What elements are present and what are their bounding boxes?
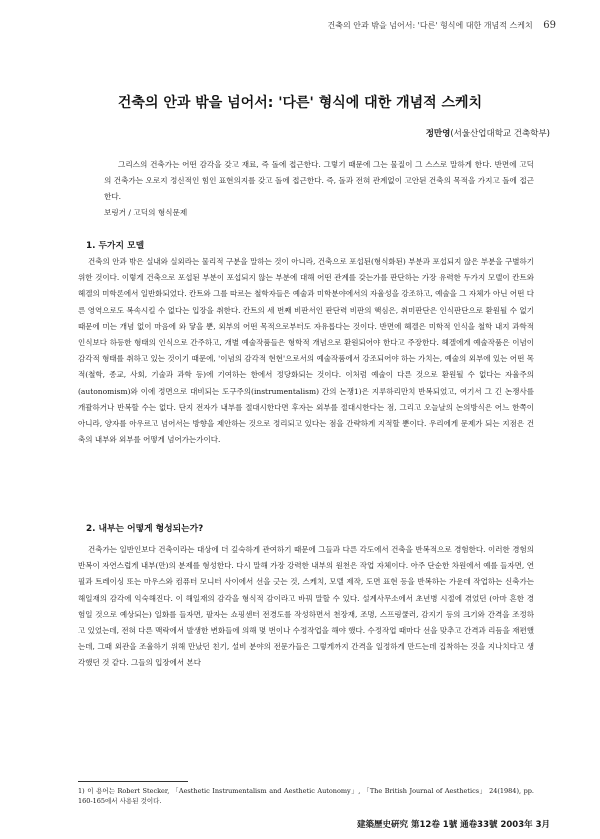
journal-footer: 建築歷史硏究 第12卷 1號 通卷33號 2003年 3月: [357, 820, 550, 830]
keywords: 보링거 / 고딕의 형식문제: [104, 208, 188, 217]
section-body-1: [78, 254, 534, 448]
author-line: [426, 127, 550, 139]
article-title: 건축의 안과 밖을 넘어서: '다른' 형식에 대한 개념적 스케치: [117, 95, 483, 111]
running-header: [328, 20, 556, 31]
section-heading-2: 2. 내부는 어떻게 형성되는가?: [86, 524, 204, 534]
abstract: [104, 157, 534, 205]
author-affiliation: (서울산업대학교 건축학부): [450, 129, 550, 139]
footnote: 1) 이 용어는 Robert Stecker, 「Aesthetic Instrumentalism and Aesthetic Autonomy」, 「The British Journal of Aesthetics」 24(1984), pp. 160-165에서 사용된 것이다.: [78, 787, 534, 805]
footnote-divider: [78, 781, 188, 782]
section-body-2: [78, 542, 534, 672]
author-name: 정만영: [425, 129, 451, 139]
running-title: 건축의 안과 밖을 넘어서: '다른' 형식에 대한 개념적 스케치: [327, 21, 533, 30]
paragraph: 건축가는 일반인보다 건축이라는 대상에 더 깊숙하게 관여하기 때문에 그들과 다른 각도에서 건축을 반복적으로 경험한다. 이러한 경험의 반복이 자연스럽게 내부(만)의 분제를 형성한다. 다시 말해 가장 강력한 내부의 원천은 작업 자체이다. 아주 단순한 차원에서 예를 들자면, 연필과 트레이싱 또는 마우스와 컴퓨터 모니터 사이에서 선을 긋는 것, 스케치, 모델 제작, 도면 표현 등을 반복하는 가운데 작업하는 신축가는 해일재의 감각에 익숙해진다. 이 해일재의 감각을 형식적 감이라고 바꿔 말할 수 있다. 설계사무소에서 초년병 시절에 겪었던 (아마 흔한 경험일 것으로 예상되는) 일화를 들자면, 팔자는 쇼핑센터 전경도를 작성하면서 천장재, 조명, 스프링쿨러, 감지기 등의 크기와 간격을 조정하고 있었는데, 전혀 다른 맥락에서 발생한 변화들에 의해 몇 번이나 수정작업을 해야 했다. 수정작업 때마다 선을 맞추고 간격과 리듬을 재편했는데, 그때 외관을 조율하기 위해 만났던 친기, 설비 분야의 전문가들은 그렇게까지 간격을 일정하게 만드는데 집착하는 것을 지나치다고 생각했던 것 같다. 그들의 입장에서 본다: [78, 545, 534, 668]
page-number: 69: [543, 20, 556, 31]
abstract-text: 그리스의 건축가는 어떤 감각을 갖고 재료, 즉 돌에 접근한다. 그렇기 때문에 그는 물질이 그 스스로 말하게 한다. 반면에 고딕의 건축가는 오로지 정신적인 힘인 표현의지를 갖고 돌에 접근한다. 즉, 돌과 전혀 관계없이 고안된 건축의 목적을 가지고 돌에 접근한다.: [104, 160, 534, 201]
section-heading-1: 1. 두가지 모델: [86, 241, 145, 251]
paragraph: 건축의 안과 밖은 실내와 실외라는 물리적 구분을 말하는 것이 아니라, 건축으로 포섭된(형식화된) 부분과 포섭되지 않은 부분을 구별하기 위한 것이다. 이렇게 건축으로 포섭된 부분이 포섭되지 않는 부분에 대해 어떤 관계를 갖는가를 판단하는 가장 유력한 두가지 모델이 칸트와 헤겔의 미학론에서 일반화되었다. 칸트와 그를 따르는 철학자들은 예술과 미학분야에서의 자율성을 강조하고, 예술을 그 자체가 아닌 어떤 다른 영역으로도 복속시킬 수 없다는 입장을 취한다. 칸트의 세 번째 비판서인 판단력 비판의 핵심은, 취미판단은 인식판단으로 환원될 수 없기 때문에 미는 개념 없이 마음에 와 닿을 뿐, 외부의 어떤 목적으로부터도 자유롭다는 것이다. 반면에 헤겔은 미학적 인식을 철학 내지 과학적 인식보다 하등한 형태의 인식으로 간주하고, 개별 예술작품들은 형학적 개념으로 환원되어야 한다고 주장한다. 헤겔에게 예술작품은 이념이 감각적 형태를 취하고 있는 것이기 때문에, '이념의 감각적 현현'으로서의 예술작품에서 강조되어야 하는 가치는, 예술의 외부에 있는 어떤 목적(철학, 종교, 사회, 기술과 과학 등)에 기여하는 한에서 정당화되는 것이다. 이처럼 예술이 다른 것으로 환원될 수 없다는 자율주의(autonomism)와 이에 정면으로 대비되는 도구주의(instrumentalism) 간의 논쟁1)은 지루하리만치 반복되었고, 여기서 그 긴 논쟁사를 개괄하거나 반복할 수는 없다. 단지 전자가 내부를 절대시한다면 후자는 외부를 절대시한다는 점, 그리고 오늘날의 논의방식은 어느 한쪽이 아니라, 양자를 아우르고 넘어서는 방향을 제안하는 것으로 정리되고 있다는 점을 간략하게 지적할 뿐이다. 우리에게 문제가 되는 지점은 건축의 내부와 외부를 어떻게 넘어가는가이다.: [78, 257, 534, 445]
